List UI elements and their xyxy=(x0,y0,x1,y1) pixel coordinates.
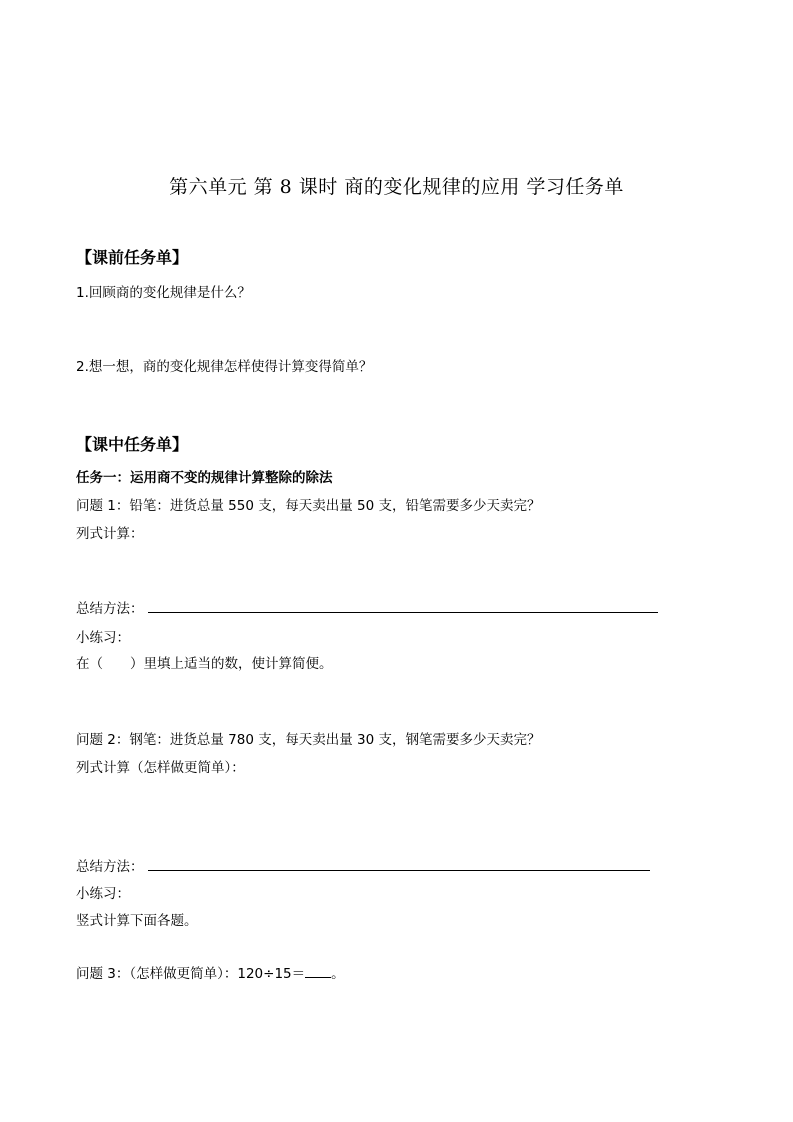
page-title: 第六单元 第 8 课时 商的变化规律的应用 学习任务单 xyxy=(169,176,624,198)
problem-3-answer-blank[interactable] xyxy=(305,963,331,978)
fill-blank-instruction: 在（ ）里填上适当的数，使计算简便。 xyxy=(76,656,333,672)
task-1-title: 任务一：运用商不变的规律计算整除的除法 xyxy=(76,470,333,486)
practice-label-2: 小练习： xyxy=(76,886,130,902)
summary-label-2: 总结方法： xyxy=(76,859,144,875)
problem-3-end: 。 xyxy=(331,966,345,982)
summary-line-2 xyxy=(76,857,650,877)
pre-class-heading: 【课前任务单】 xyxy=(76,248,189,267)
in-class-heading: 【课中任务单】 xyxy=(76,435,189,454)
calculation-label-1: 列式计算： xyxy=(76,526,144,542)
problem-1: 问题 1：铅笔：进货总量 550 支，每天卖出量 50 支，铅笔需要多少天卖完？ xyxy=(76,498,541,514)
summary-line-1 xyxy=(76,599,650,619)
summary-answer-line-1[interactable] xyxy=(148,612,658,613)
summary-label-1: 总结方法： xyxy=(76,601,144,617)
pre-class-question-2: 2.想一想，商的变化规律怎样使得计算变得简单？ xyxy=(76,359,373,375)
problem-3 xyxy=(76,963,345,984)
practice-label-1: 小练习： xyxy=(76,630,130,646)
calculation-label-2: 列式计算（怎样做更简单）： xyxy=(76,760,245,776)
summary-answer-line-2[interactable] xyxy=(148,870,650,871)
problem-3-text: 问题 3：（怎样做更简单）：120÷15＝ xyxy=(76,966,306,982)
pre-class-question-1: 1.回顾商的变化规律是什么？ xyxy=(76,285,251,301)
vertical-calculation-instruction: 竖式计算下面各题。 xyxy=(76,913,198,929)
problem-2: 问题 2：钢笔：进货总量 780 支，每天卖出量 30 支，钢笔需要多少天卖完？ xyxy=(76,732,541,748)
